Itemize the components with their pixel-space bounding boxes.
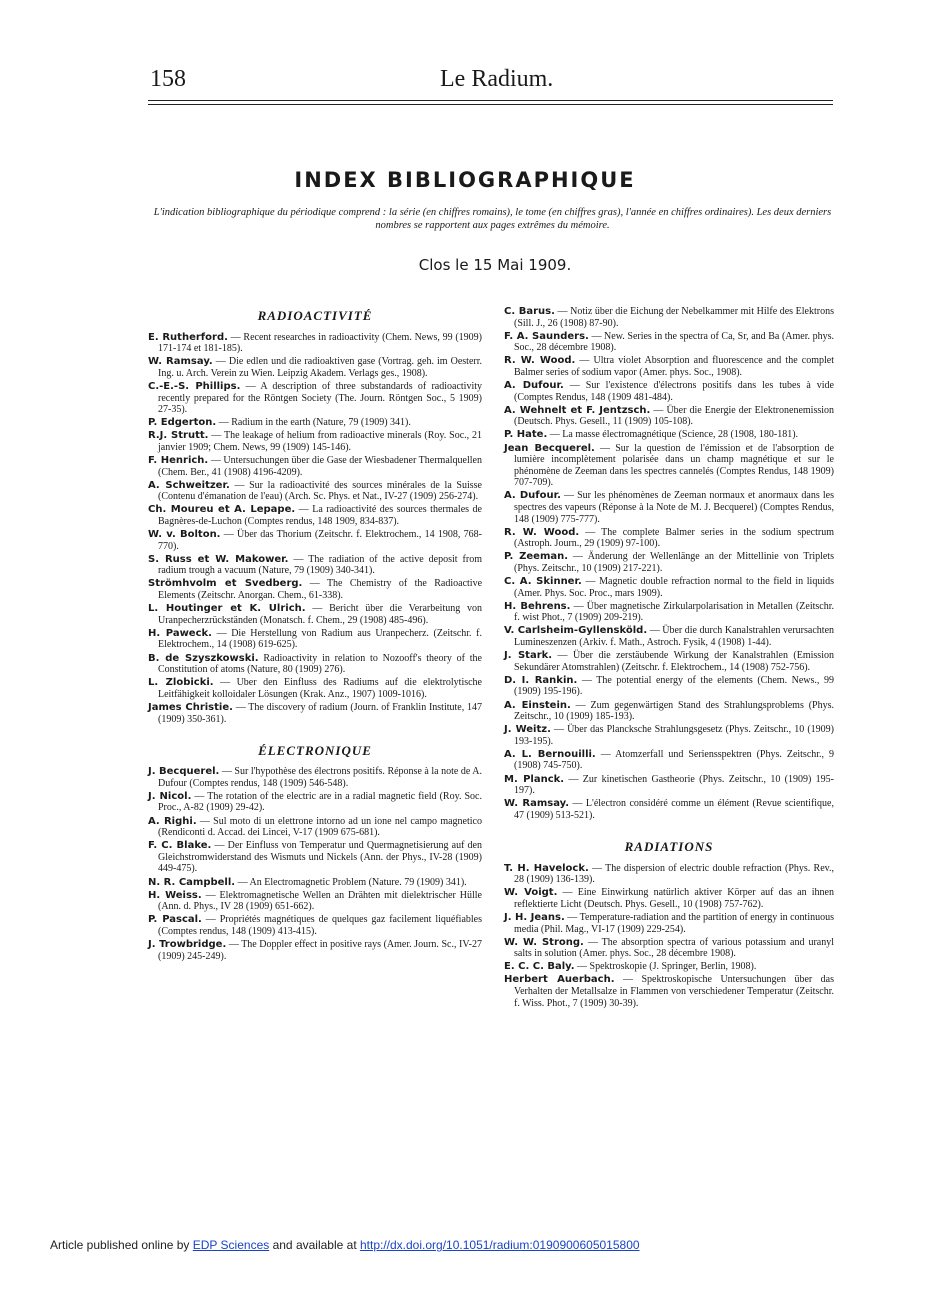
intro-note: L'indication bibliographique du périodique comprend : la série (en chiffres romains), le tome (en chiffres gras), l'année en chiffres ordinaires). Les deux derniers nombres se rapportent aux pages extrêmes du mémoire.: [153, 207, 832, 231]
bibliography-entry: [504, 798, 834, 821]
section-spacer: [504, 823, 834, 837]
entry-text: — Recent researches in radioactivity (Chem. News, 99 (1909) 171-174 et 181-185).: [158, 331, 482, 355]
closing-date: Clos le 15 Mai 1909.: [418, 256, 572, 274]
entry-text: — Die edlen und die radioaktiven gase (Vortrag. geh. im Oesterr. Ing. u. Arch. Verein zu Wien. Leipzig Akadem. Verlags ges., 1908).: [158, 356, 483, 379]
entry-author: F. A. Saunders.: [504, 330, 589, 342]
entry-author: F. Henrich.: [148, 455, 209, 467]
entry-author: B. de Szyszkowski.: [148, 652, 259, 664]
right-column: [504, 306, 834, 1011]
entry-author: Strömhvolm et Svedberg.: [148, 578, 303, 590]
entry-author: H. Paweck.: [148, 627, 212, 639]
entry-author: P. Hate.: [504, 429, 548, 441]
doi-link[interactable]: http://dx.doi.org/10.1051/radium:0190900605015800: [359, 1238, 640, 1252]
entry-text: — Uber den Einfluss des Radiums auf die elektrolytische Leitfähigkeit kolloidaler Lösungen (Krak. Anz., 1907) 1009-1016).: [158, 677, 482, 700]
entry-text: — Untersuchungen über die Gase der Wiesbadener Thermalquellen (Chem. Ber., 41 (1908) 4196-4209).: [158, 455, 482, 478]
entry-author: J. Becquerel.: [148, 766, 220, 778]
bibliography-entry: [148, 628, 482, 651]
bibliography-entry: [148, 480, 482, 503]
bibliography-entry: [148, 356, 482, 379]
entry-text: — Notiz über die Eichung der Nebelkammer mit Hilfe des Elektrons (Sill. J., 26 (1908) 87-90).: [514, 306, 834, 329]
bibliography-entry: [504, 724, 834, 747]
entry-text: — Spektroskopie (J. Springer, Berlin, 1908).: [574, 961, 757, 973]
entry-author: A. Dufour.: [504, 490, 561, 502]
entry-text: — La masse électromagnétique (Science, 28 (1908, 180-181).: [547, 429, 799, 441]
page-number: 158: [150, 66, 186, 92]
entry-author: W. v. Bolton.: [148, 529, 221, 541]
entry-text: — Sur la question de l'émission et de l'absorption de lumière incomplètement polarisée dans un champ magnétique et sur le phénomène de Zeeman dans les spectres cannelés (Comptes Rendus, 148 1909) 707-709).: [514, 442, 834, 489]
entry-author: V. Carlsheim-Gyllensköld.: [504, 625, 648, 637]
entry-text: — Sur les phénomènes de Zeeman normaux et anormaux dans les spectres des vapeurs (Réponse à la Note de M. J. Becquerel) (Comptes Rendus, 148 (1909) 775-777).: [514, 490, 834, 525]
bibliography-entry: [504, 912, 834, 935]
entry-text: — Sur l'existence d'électrons positifs dans les tubes à vide (Comptes Rendus, 148 (1909 481-484).: [514, 380, 834, 403]
bibliography-entry: [504, 355, 834, 378]
bibliography-entry: [148, 578, 482, 601]
entry-author: W. Ramsay.: [148, 356, 213, 368]
bibliography-entry: [148, 332, 482, 355]
entry-text: — Sul moto di un elettrone intorno ad un ione nel campo magnetico (Rendiconti d. Accad. dei Lincei, V-17 (1909 675-681).: [158, 815, 482, 839]
entry-text: — Zur kinetischen Gastheorie (Phys. Zeitschr., 10 (1909) 195-197).: [514, 773, 835, 797]
section-spacer: [148, 727, 482, 741]
entry-text: — Bericht über die Verarbeitung von Uranpecherzrückständen (Monatsch. f. Chem., 29 (1908) 485-496).: [158, 603, 482, 626]
entry-author: H. Weiss.: [148, 889, 202, 901]
entry-text: — Eine Einwirkung natürlich aktiver Körper auf das an ihnen reflektierte Licht (Deutsch. Phys. Gesell., 10 (1908) 757-762).: [514, 887, 834, 910]
entry-author: F. C. Blake.: [148, 840, 212, 852]
entry-text: — Über die zerstäubende Wirkung der Kanalstrahlen (Emission Sekundärer Atomstrahlen) (Zeitschr. f. Elektrochem., 14 (1908) 752-756).: [514, 650, 834, 673]
entry-author: D. I. Rankin.: [504, 674, 578, 686]
entry-author: P. Pascal.: [148, 914, 202, 926]
bibliography-entry: [148, 381, 482, 416]
entry-text: — Sur l'hypothèse des électrons positifs. Réponse à la note de A. Dufour (Comptes rendus, 148 (1909) 546-548).: [158, 766, 483, 789]
footer-prefix: Article published online by: [50, 1238, 193, 1252]
entry-text: — Über das Thorium (Zeitschr. f. Elektrochem., 14 1908, 768-770).: [158, 529, 482, 552]
left-column: [148, 306, 482, 964]
entry-text: Radioactivity in relation to Nozooff's theory of the Constitution of atoms (Nature, 80 (1909) 276).: [158, 652, 482, 676]
entry-text: — Über die durch Kanalstrahlen verursachten Lumineszenzen (Arkiv. f. Math., Astroch. Fysik, 4 (1908) 1-44).: [514, 625, 835, 649]
entry-author: James Christie.: [148, 701, 233, 713]
entry-text: — The dispersion of electric double refraction (Phys. Rev., 28 (1909) 136-139).: [514, 862, 835, 886]
bibliography-entry: [148, 603, 482, 626]
footer-middle: and available at: [269, 1238, 360, 1252]
entry-text: — Temperature-radiation and the partition of energy in continuous media (Phil. Mag., VI-17 (1909) 229-254).: [514, 911, 834, 935]
entry-author: J. H. Jeans.: [504, 911, 565, 923]
entry-author: Ch. Moureu et A. Lepape.: [148, 504, 296, 516]
bibliography-entry: [504, 576, 834, 599]
bibliography-entry: [504, 380, 834, 403]
bibliography-entry: [148, 653, 482, 676]
entry-text: — New. Series in the spectra of Ca, Sr, and Ba (Amer. phys. Soc., 28 décembre 1908).: [514, 330, 834, 354]
entry-text: — The Doppler effect in positive rays (Amer. Journ. Sc., IV-27 (1909) 245-249).: [158, 939, 482, 962]
entry-text: — La radioactivité des sources thermales de Bagnères-de-Luchon (Comptes rendus, 148 1909, 834-837).: [158, 504, 482, 527]
entry-author: A. Wehnelt et F. Jentzsch.: [504, 404, 651, 416]
bibliography-entry: [504, 974, 834, 1009]
entry-author: E. C. C. Baly.: [504, 961, 575, 973]
section-heading: RADIATIONS: [624, 838, 714, 854]
bibliography-entry: [504, 527, 834, 550]
publisher-link[interactable]: EDP Sciences: [192, 1238, 270, 1252]
bibliography-entry: [148, 430, 482, 453]
bibliography-entry: [504, 551, 834, 574]
entry-author: M. Planck.: [504, 773, 565, 785]
bibliography-entry: [504, 331, 834, 354]
bibliography-entry: [504, 700, 834, 723]
entry-author: N. R. Campbell.: [148, 876, 236, 888]
bibliography-entry: [504, 650, 834, 673]
header-rule: [148, 100, 833, 101]
entry-text: — L'électron considéré comme un élément (Revue scientifique, 47 (1909) 513-521).: [514, 798, 834, 821]
bibliography-entry: [504, 443, 834, 489]
entry-author: P. Edgerton.: [148, 417, 217, 429]
bibliography-entry: [504, 306, 834, 329]
bibliography-entry: [504, 405, 834, 428]
entry-text: — Die Herstellung von Radium aus Uranpecherz. (Zeitschr. f. Elektrochem., 14 (1908) 619-625).: [158, 627, 482, 651]
entry-author: A. L. Bernouilli.: [504, 748, 596, 760]
bibliography-entry: [148, 504, 482, 527]
entry-text: — Atomzerfall und Seriensspektren (Phys. Zeitschr., 9 (1908) 745-750).: [514, 748, 834, 772]
bibliography-entry: [148, 455, 482, 478]
entry-text: — Über die Energie der Elektronenemission (Deutsch. Phys. Gesell., 11 (1909) 105-108).: [514, 404, 835, 428]
entry-text: — The Chemistry of the Radioactive Elements (Zeitschr. Anorgan. Chem., 61-338).: [158, 578, 483, 602]
footer: [50, 1238, 640, 1252]
entry-author: P. Zeeman.: [504, 551, 569, 563]
entry-text: — The absorption spectra of various potassium and uranyl salts in solution (Amer. phys. Soc., 28 décembre 1908).: [514, 936, 834, 960]
bibliography-entry: [148, 914, 482, 937]
entry-author: A. Righi.: [148, 815, 197, 827]
section-heading: RADIOACTIVITÉ: [257, 308, 373, 323]
entry-text: — Änderung der Wellenlänge an der Mittellinie von Triplets (Phys. Zeitschr., 10 (1909) 217-221).: [514, 551, 834, 574]
entry-author: W. W. Strong.: [504, 936, 584, 948]
entry-author: J. Trowbridge.: [148, 939, 227, 950]
bibliography-entry: [148, 877, 482, 889]
entry-author: T. H. Havelock.: [504, 862, 589, 874]
entry-author: J. Weitz.: [504, 724, 551, 736]
bibliography-entry: [148, 791, 482, 814]
bibliography-entry: [504, 961, 834, 973]
entry-text: — The radiation of the active deposit from radium trough a vacuum (Nature, 79 (1909) 340-341).: [158, 553, 482, 577]
entry-text: — Ultra violet Absorption and fluorescence and the complet Balmer series of sodium vapor (Amer. phys. Soc., 1908).: [514, 355, 834, 378]
entry-text: — Sur la radioactivité des sources minérales de la Suisse (Contenu d'émanation de l'eau) (Arch. Sc. Phys. et Nat., IV-27 (1909) 256-274).: [158, 479, 482, 503]
entry-author: A. Dufour.: [504, 380, 564, 392]
bibliography-entry: [148, 554, 482, 577]
bibliography-entry: [504, 774, 834, 797]
bibliography-entry: [148, 677, 482, 700]
entry-text: — An Electromagnetic Problem (Nature. 79 (1909) 341).: [235, 876, 467, 888]
bibliography-entry: [148, 417, 482, 429]
bibliography-entry: [504, 490, 834, 525]
entry-author: R.J. Strutt.: [148, 430, 209, 442]
entry-text: — Der Einfluss von Temperatur und Quermagnetisierung auf den Gleichstromwiderstand des Wismuts und Nickels (Ann. der Phys., IV-28 (1909) 449-475).: [158, 840, 482, 875]
entry-author: H. Behrens.: [504, 600, 571, 612]
entry-text: — Elektromagnetische Wellen an Drähten mit dielektrischer Hülle (Ann. d. Phys., IV 28 (1909) 651-662).: [158, 889, 482, 913]
entry-text: — The leakage of helium from radioactive minerals (Roy. Soc., 21 janvier 1909; Chem. News, 99 (1909) 145-146).: [158, 430, 482, 453]
entry-author: A. Schweitzer.: [148, 479, 230, 491]
bibliography-entry: [504, 887, 834, 910]
entry-author: L. Zlobicki.: [148, 677, 214, 689]
entry-text: — The rotation of the electric are in a radial magnetic field (Roy. Soc. Proc., A-82 (1909) 29-42).: [158, 790, 482, 814]
bibliography-entry: [148, 766, 482, 789]
entry-author: Jean Becquerel.: [504, 442, 595, 454]
bibliography-entry: [148, 816, 482, 839]
bibliography-entry: [504, 749, 834, 772]
entry-text: — A description of three substandards of radioactivity recently prepared for the Röntgen Society (The. Journ. Röntgen Soc., 5 1909) 27-35).: [158, 380, 482, 416]
bibliography-entry: [148, 529, 482, 552]
bibliography-entry: [504, 625, 834, 648]
entry-text: — Zum gegenwärtigen Stand des Strahlungsproblems (Phys. Zeitschr., 10 (1909) 185-193).: [514, 699, 834, 723]
entry-text: — Spektroskopische Untersuchungen über das Verhalten der Metallsalze in Flammen von verschiedener Temperatur (Zeitschr. f. Wiss. Phot., 7 (1909) 30-39).: [514, 974, 835, 1009]
entry-text: — The discovery of radium (Journ. of Franklin Institute, 147 (1909) 350-361).: [158, 701, 482, 725]
entry-text: — Über das Plancksche Strahlungsgesetz (Phys. Zeitschr., 10 (1909) 193-195).: [514, 724, 834, 747]
section-heading: ÉLECTRONIQUE: [258, 742, 372, 758]
entry-author: R. W. Wood.: [504, 355, 576, 367]
bibliography-entry: [504, 675, 834, 698]
entry-author: A. Einstein.: [504, 699, 571, 711]
entry-text: — Radium in the earth (Nature, 79 (1909) 341).: [216, 417, 411, 429]
entry-author: J. Stark.: [504, 650, 553, 662]
bibliography-entry: [148, 890, 482, 913]
entry-author: J. Nicol.: [148, 790, 192, 802]
entry-author: W. Ramsay.: [504, 798, 570, 810]
entry-text: — The potential energy of the elements (Chem. News., 99 (1909) 195-196).: [514, 674, 834, 698]
entry-author: C.-E.-S. Phillips.: [148, 380, 241, 392]
bibliography-entry: [148, 939, 482, 962]
entry-author: R. W. Wood.: [504, 526, 580, 538]
bibliography-entry: [504, 937, 834, 960]
entry-author: W. Voigt.: [504, 887, 558, 899]
entry-author: C. A. Skinner.: [504, 576, 582, 588]
entry-text: — The complete Balmer series in the sodium spectrum (Astroph. Journ., 29 (1909) 97-100).: [514, 526, 834, 550]
journal-title: Le Radium.: [440, 66, 554, 92]
bibliography-entry: [148, 840, 482, 875]
bibliography-entry: [504, 429, 834, 441]
entry-author: S. Russ et W. Makower.: [148, 553, 289, 565]
header-rule-thin: [148, 104, 833, 105]
entry-author: C. Barus.: [504, 306, 555, 317]
bibliography-entry: [504, 601, 834, 624]
entry-author: L. Houtinger et K. Ulrich.: [148, 603, 306, 615]
entry-text: — Magnetic double refraction normal to the field in liquids (Amer. Phys. Soc. Proc., mars 1909).: [514, 576, 834, 599]
bibliography-entry: [148, 702, 482, 725]
entry-author: Herbert Auerbach.: [504, 974, 615, 986]
page-title: INDEX BIBLIOGRAPHIQUE: [294, 168, 636, 192]
entry-text: — Propriétés magnétiques de quelques gaz facilement liquéfiables (Comptes rendus, 148 (1909) 413-415).: [158, 914, 482, 937]
entry-text: — Über magnetische Zirkularpolarisation in Metallen (Zeitschr. f. wist Phot., 7 (1909) 209-219).: [514, 600, 834, 624]
entry-author: E. Rutherford.: [148, 331, 228, 343]
bibliography-entry: [504, 863, 834, 886]
